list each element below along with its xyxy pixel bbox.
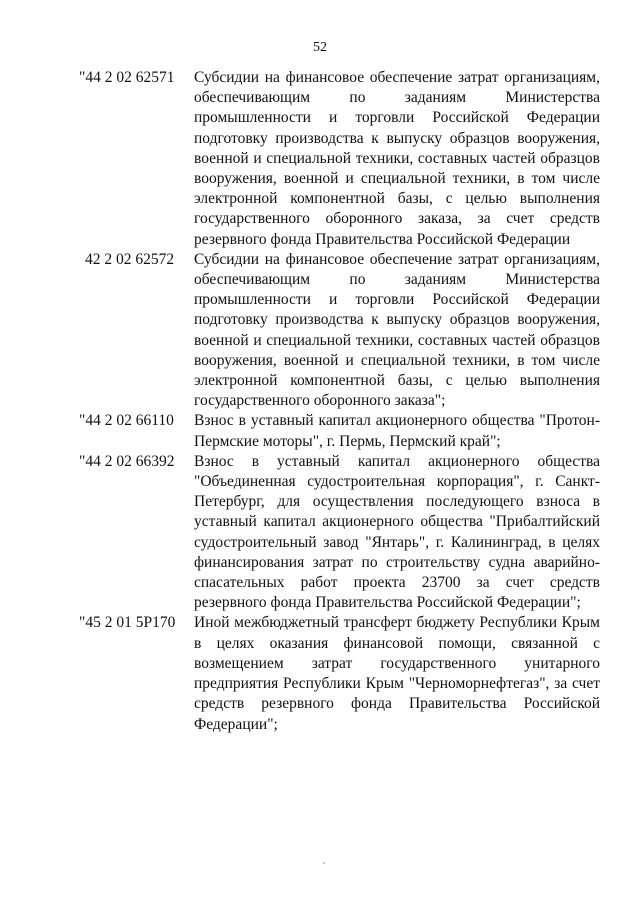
budget-code-entry bbox=[0, 411, 640, 451]
budget-code: "45 2 01 5Р170 bbox=[79, 614, 176, 632]
scan-speck bbox=[323, 862, 325, 864]
page-number: 52 bbox=[313, 40, 327, 55]
budget-code-description: Иной межбюджетный трансферт бюджету Республики Крым в целях оказания финансовой помощи, связанной с возмещением затрат государственного унитарного предприятия Республики Крым "Черноморнефтегаз", за счет средств резервного фонда Правительства Российской Федерации"; bbox=[194, 614, 600, 733]
budget-code-entry bbox=[0, 250, 640, 412]
budget-code-description: Взнос в уставный капитал акционерного общества "Протон-Пермские моторы", г. Пермь, Пермский край"; bbox=[194, 412, 600, 450]
budget-code: "44 2 02 62571 bbox=[79, 69, 175, 86]
budget-code-entry bbox=[0, 613, 640, 734]
budget-code-entry bbox=[0, 452, 640, 614]
budget-code-entry bbox=[0, 68, 640, 250]
budget-code-description: Взнос в уставный капитал акционерного общества "Объединенная судостроительная корпорация", г. Санкт-Петербург, для осуществления последующего взноса в уставный капитал акционерного общества "Прибалтийский судостроительный завод "Янтарь", г. Калининград, в целях финансирования затрат по строительству судна аварийно-спасательных работ проекта 23700 за счет средств резервного фонда Правительства Российской Федерации"; bbox=[194, 452, 600, 612]
budget-code: "44 2 02 66392 bbox=[79, 452, 175, 470]
budget-code-description: Субсидии на финансовое обеспечение затрат организациям, обеспечивающим по заданиям Министерства промышленности и торговли Российской Федерации подготовку производства к выпуску образцов вооружения, военной и специальной техники, составных частей образцов вооружения, военной и специальной техники, в том числе электронной компонентной базы, с целью выполнения государственного оборонного заказа"; bbox=[194, 250, 600, 410]
budget-code: 42 2 02 62572 bbox=[85, 250, 175, 268]
budget-code: "44 2 02 66110 bbox=[79, 412, 174, 430]
budget-code-description: Субсидии на финансовое обеспечение затрат организациям, обеспечивающим по заданиям Министерства промышленности и торговли Российской Федерации подготовку производства к выпуску образцов вооружения, военной и специальной техники, составных частей образцов вооружения, военной и специальной техники, в том числе электронной компонентной базы, с целью выполнения государственного оборонного заказа, за счет средств резервного фонда Правительства Российской Федерации bbox=[194, 69, 600, 248]
budget-code-list bbox=[0, 68, 640, 735]
